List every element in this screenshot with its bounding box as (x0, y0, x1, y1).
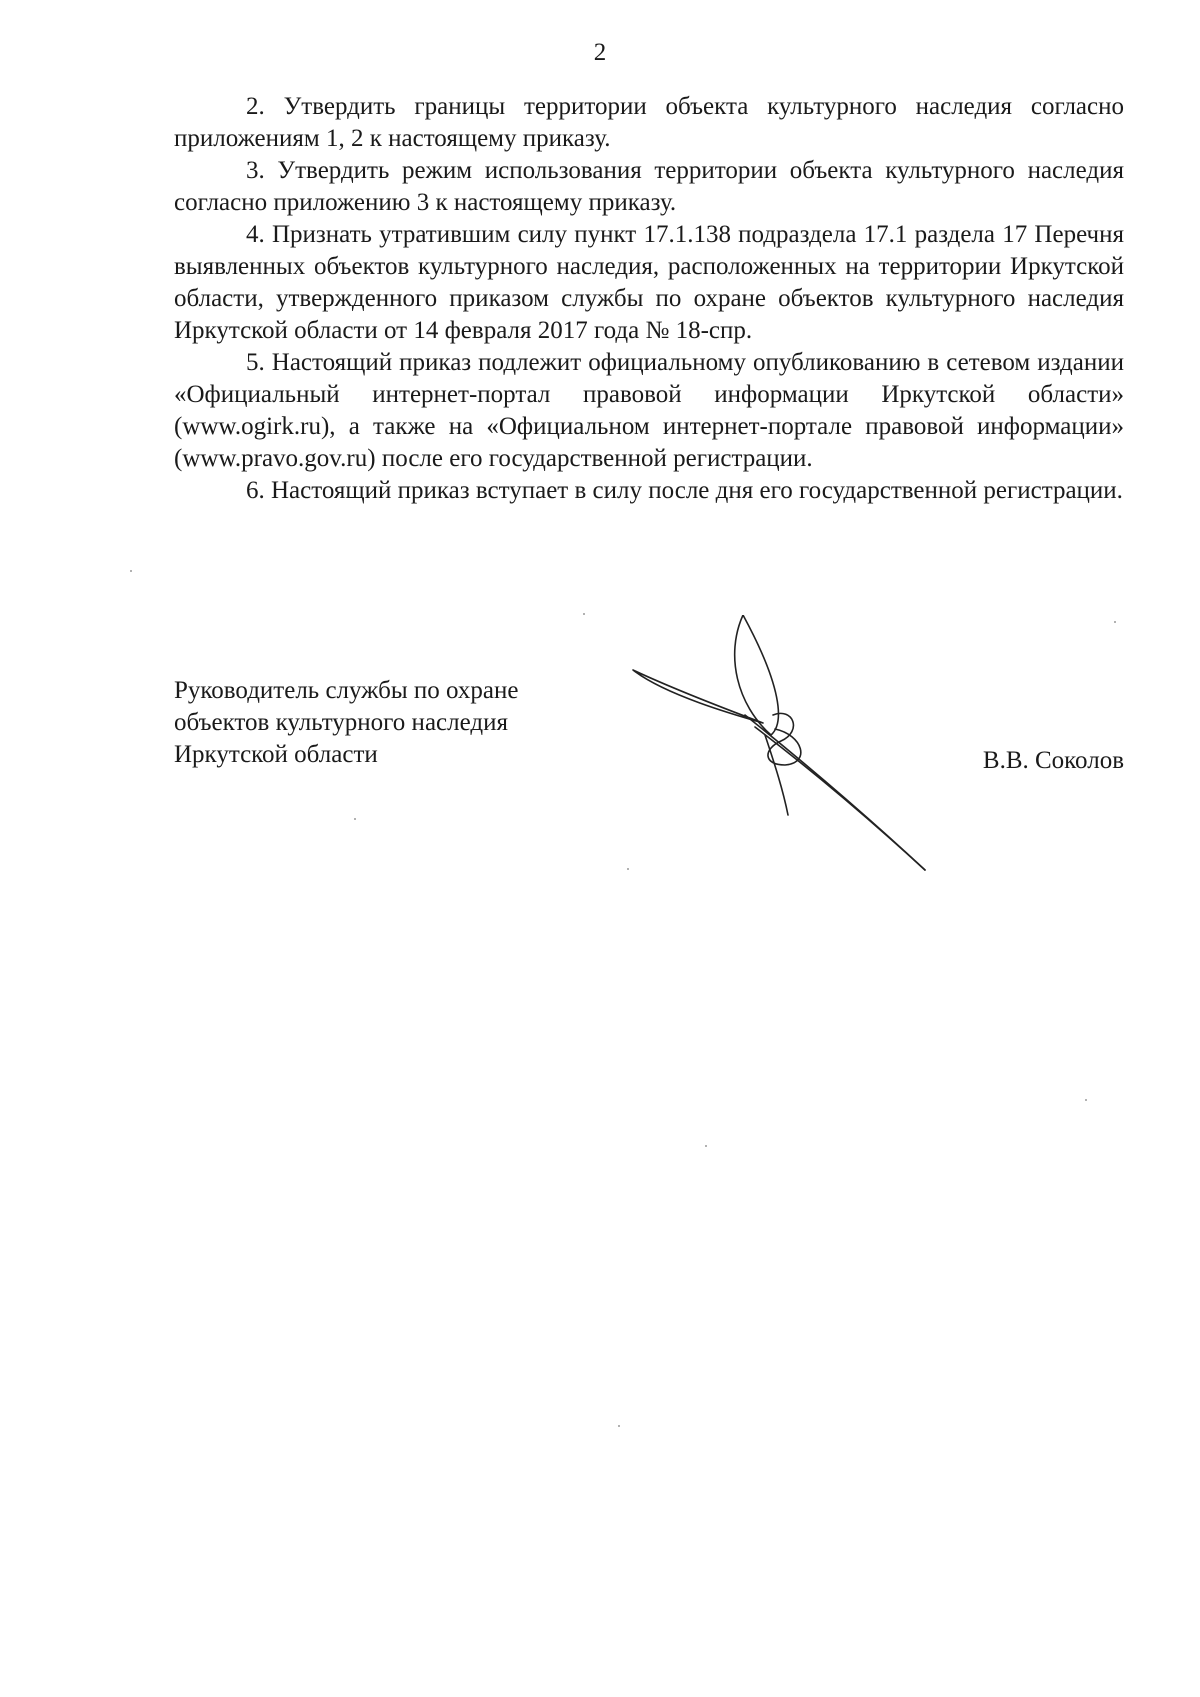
signer-title-line: Руководитель службы по охране (174, 677, 519, 704)
signer-title-line: Иркутской области (174, 741, 378, 768)
signer-title (174, 675, 518, 771)
scan-speck (1114, 621, 1116, 623)
scan-speck (618, 1425, 620, 1427)
scan-speck (354, 818, 356, 820)
paragraph-3: 3. Утвердить режим использования территории объекта культурного наследия согласно приложению 3 к настоящему приказу. (174, 157, 1124, 216)
signer-title-line: объектов культурного наследия (174, 709, 508, 736)
scan-speck (627, 868, 629, 870)
document-body (174, 91, 1124, 507)
scan-speck (130, 570, 132, 572)
scan-speck (1085, 1099, 1087, 1101)
paragraph-4: 4. Признать утратившим силу пункт 17.1.138 подраздела 17.1 раздела 17 Перечня выявленных объектов культурного наследия, расположенных на территории Иркутской области, утвержденного приказом службы по охране объектов культурного наследия Иркутской области от 14 февраля 2017 года № 18-спр. (174, 221, 1124, 344)
signer-name: В.В. Соколов (982, 747, 1124, 774)
page-number: 2 (593, 39, 607, 66)
scan-speck (705, 1145, 707, 1147)
scan-speck (583, 613, 585, 615)
paragraph-5: 5. Настоящий приказ подлежит официальному опубликованию в сетевом издании «Официальный интернет-портал правовой информации Иркутской области» (www.ogirk.ru), а также на «Официальном интернет-портале правовой информации» (www.pravo.gov.ru) после его государственной регистрации. (174, 349, 1124, 472)
handwritten-signature (625, 615, 945, 895)
paragraph-2: 2. Утвердить границы территории объекта культурного наследия согласно приложениям 1, 2 к настоящему приказу. (174, 93, 1124, 152)
paragraph-6: 6. Настоящий приказ вступает в силу после дня его государственной регистрации. (246, 477, 1123, 504)
